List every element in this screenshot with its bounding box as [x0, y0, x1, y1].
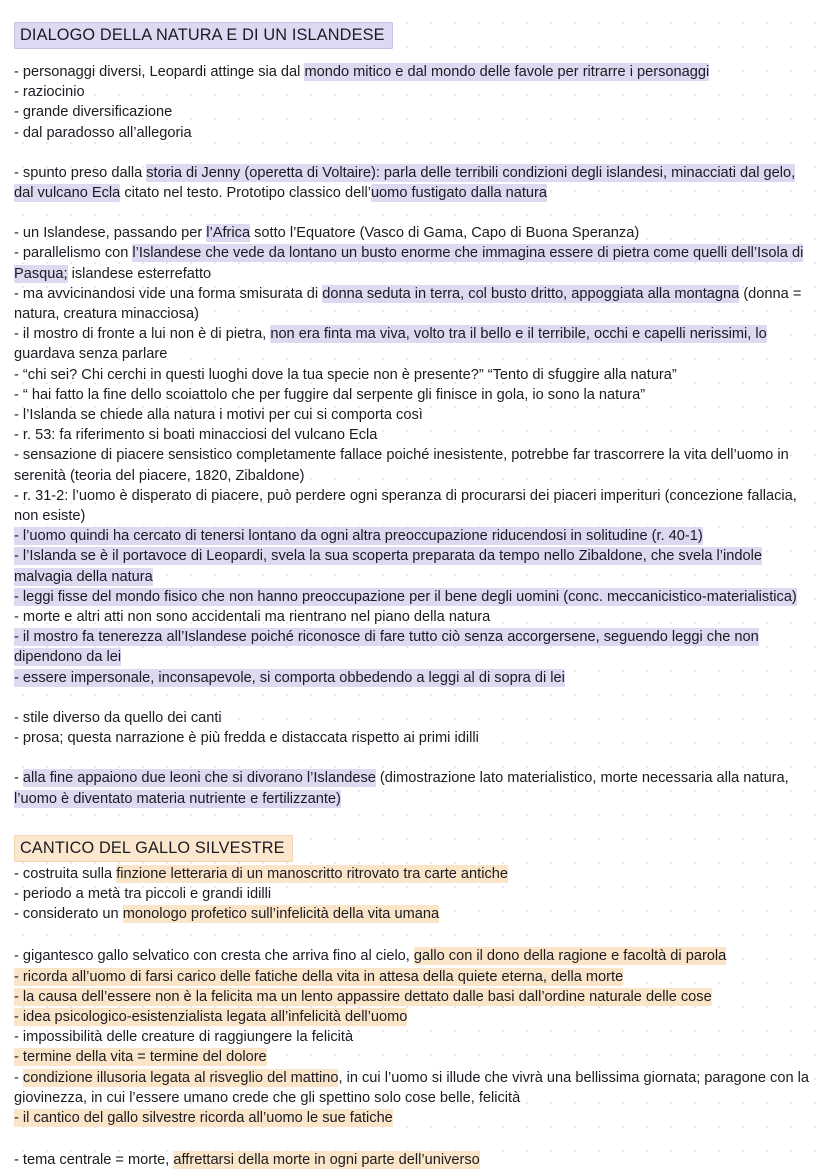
highlight-orange: finzione letteraria di un manoscritto ritrovato tra carte antiche: [116, 865, 508, 882]
highlight-orange: gallo con il dono della ragione e facoltà di parola: [413, 948, 727, 965]
bullet-line: [14, 1150, 814, 1170]
highlight-purple: mondo mitico e dal mondo delle favole per ritrarre i personaggi: [304, 64, 710, 80]
bullet-line: [14, 884, 814, 904]
text-run: - personaggi diversi, Leopardi attinge sia dal: [14, 64, 305, 80]
bullet-line: [14, 1027, 814, 1047]
highlight-orange: condizione illusoria legata al risveglio del mattino: [22, 1069, 339, 1086]
bullet-line: [14, 365, 814, 385]
highlight-purple: - essere impersonale, inconsapevole, si comporta obbedendo a leggi al di sopra di lei: [14, 669, 565, 686]
section-title-dialogo-della-natura-e-di-un-islandese: DIALOGO DELLA NATURA E DI UN ISLANDESE: [14, 22, 393, 49]
text-run: - un Islandese, passando per: [14, 225, 207, 242]
paragraph-block: [14, 708, 814, 748]
highlight-orange: affrettarsi della morte in ogni parte dell’universo: [173, 1152, 480, 1169]
highlight-purple: uomo fustigato dalla natura: [370, 185, 547, 202]
paragraph-block: [14, 864, 814, 925]
document-content: [14, 22, 814, 1170]
text-run: islandese esterrefatto: [67, 265, 212, 282]
bullet-line: [14, 1068, 814, 1108]
text-run: (dimostrazione lato materialistico, morte necessaria alla natura,: [375, 770, 789, 787]
bullet-line: [14, 486, 814, 526]
highlight-orange: - il cantico del gallo silvestre ricorda all’uomo le sue fatiche: [14, 1109, 393, 1126]
bullet-line: [14, 284, 814, 324]
paragraph-spacer: [14, 1128, 814, 1150]
bullet-line: [14, 768, 814, 808]
section-spacer: [14, 809, 814, 835]
bullet-line: [14, 904, 814, 924]
bullet-line: [14, 385, 814, 405]
bullet-line: [14, 324, 814, 364]
text-run: - spunto preso dalla: [14, 164, 147, 181]
bullet-line: [14, 728, 814, 748]
text-run: - impossibilità delle creature di raggiungere la felicità: [14, 1029, 354, 1046]
highlight-orange: monologo profetico sull’infelicità della vita umana: [122, 906, 440, 923]
bullet-line: [14, 445, 814, 485]
paragraph-block: [14, 768, 814, 808]
paragraph-block: [14, 223, 814, 688]
bullet-line: [14, 1108, 814, 1128]
bullet-line: [14, 62, 814, 82]
section-body-dialogo-della-natura-e-di-un-islandese: [14, 51, 814, 809]
text-run: - grande diversificazione: [14, 104, 173, 121]
text-run: - dal paradosso all’allegoria: [14, 124, 192, 141]
paragraph-block: [14, 163, 814, 203]
text-run: - morte e altri atti non sono accidentali ma rientrano nel piano della natura: [14, 609, 491, 626]
highlight-orange: - termine della vita = termine del dolore: [14, 1049, 267, 1066]
text-run: - stile diverso da quello dei canti: [14, 709, 222, 726]
bullet-line: [14, 102, 814, 122]
text-run: - prosa; questa narrazione è più fredda e distaccata rispetto ai primi idilli: [14, 730, 479, 747]
highlight-purple: l’Islandese che vede da lontano un busto enorme che immagina essere di pietra come quelli dell’Isola di Pasqua;: [14, 245, 804, 282]
text-run: - “ hai fatto la fine dello scoiattolo che per fuggire dal serpente gli finisce in gola, io sono la natura”: [14, 386, 646, 403]
text-run: -: [14, 770, 23, 787]
highlight-purple: l’uomo è diventato materia nutriente e fertilizzante): [14, 790, 341, 807]
paragraph-block: [14, 946, 814, 1128]
text-run: - r. 53: fa riferimento si boati minacciosi del vulcano Ecla: [14, 427, 378, 444]
paragraph-block: [14, 62, 814, 143]
bullet-line: [14, 526, 814, 546]
text-run: - l’Islanda se chiede alla natura i motivi per cui si comporta così: [14, 407, 423, 424]
text-run: - ma avvicinandosi vide una forma smisurata di: [14, 285, 323, 302]
bullet-line: [14, 864, 814, 884]
highlight-orange: - la causa dell’essere non è la felicita ma un lento appassire dettato dalle basi dall’ordine naturale delle cose: [14, 988, 712, 1005]
paragraph-spacer: [14, 924, 814, 946]
highlight-orange: - idea psicologico-esistenzialista legata all’infelicità dell’uomo: [14, 1008, 408, 1025]
bullet-line: [14, 82, 814, 102]
paragraph-spacer: [14, 203, 814, 223]
paragraph-spacer: [14, 748, 814, 768]
highlight-purple: - l’uomo quindi ha cercato di tenersi lontano da ogni altra preoccupazione riducendosi in solitudine (r. 40-1): [14, 528, 703, 545]
bullet-line: [14, 987, 814, 1007]
highlight-orange: - ricorda all’uomo di farsi carico delle fatiche della vita in attesa della quiete eterna, della morte: [14, 968, 624, 985]
text-run: sotto l’Equatore (Vasco di Gama, Capo di Buona Speranza): [250, 225, 640, 242]
section-title-cantico-del-gallo-silvestre: CANTICO DEL GALLO SILVESTRE: [14, 835, 293, 862]
bullet-line: [14, 163, 814, 203]
text-run: (donna = natura, creatura minacciosa): [14, 285, 802, 323]
text-run: - “chi sei? Chi cerchi in questi luoghi dove la tua specie non è presente?” “Tento di sfuggire alla natura”: [14, 366, 677, 383]
bullet-line: [14, 587, 814, 607]
bullet-line: [14, 967, 814, 987]
section-body-cantico-del-gallo-silvestre: [14, 864, 814, 1170]
text-run: - parallelismo con: [14, 245, 133, 262]
bullet-line: [14, 405, 814, 425]
highlight-purple: alla fine appaiono due leoni che si divorano l’Islandese: [22, 770, 376, 787]
highlight-purple: - leggi fisse del mondo fisico che non hanno preoccupazione per il bene degli uomini (conc. meccanicistico-materialistica): [14, 588, 797, 605]
bullet-line: [14, 668, 814, 688]
text-run: citato nel testo. Prototipo classico dell’: [120, 185, 371, 202]
text-run: - tema centrale = morte,: [14, 1152, 174, 1169]
bullet-line: [14, 243, 814, 283]
bullet-line: [14, 546, 814, 586]
highlight-purple: - l’Islanda se è il portavoce di Leopardi, svela la sua scoperta preparata da tempo nello Zibaldone, che svela l’indole malvagia della natura: [14, 548, 762, 585]
bullet-line: [14, 708, 814, 728]
text-run: - sensazione di piacere sensistico completamente fallace poiché inesistente, potrebbe far trascorrere la vita dell’uomo in serenità (teoria del piacere, 1820, Zibaldone): [14, 447, 789, 484]
highlight-purple: non era finta ma viva, volto tra il bello e il terribile, occhi e capelli nerissimi, lo: [270, 326, 767, 343]
paragraph-block: [14, 1150, 814, 1170]
text-run: , in cui l’uomo si illude che vivrà una bellissima giornata; paragone con la giovinezza, in cui l’essere umano crede che gli spettino solo cose belle, felicità: [14, 1069, 809, 1106]
paragraph-spacer: [14, 51, 814, 62]
text-run: - raziocinio: [14, 84, 85, 101]
highlight-purple: storia di Jenny (operetta di Voltaire): parla delle terribili condizioni degli islandesi, minacciati dal gelo, dal vulcano Ecla: [14, 164, 796, 202]
text-run: - periodo a metà tra piccoli e grandi idilli: [14, 885, 272, 902]
bullet-line: [14, 607, 814, 627]
highlight-purple: - il mostro fa tenerezza all’Islandese poiché riconosce di fare tutto ciò senza accorgersene, seguendo leggi che non dipendono da lei: [14, 629, 759, 666]
bullet-line: [14, 627, 814, 667]
paragraph-spacer: [14, 143, 814, 163]
text-run: - considerato un: [14, 906, 123, 923]
text-run: - il mostro di fronte a lui non è di pietra,: [14, 326, 271, 343]
bullet-line: [14, 123, 814, 143]
highlight-purple: l’Africa: [206, 225, 251, 242]
text-run: - costruita sulla: [14, 865, 117, 882]
text-run: -: [14, 1069, 23, 1086]
paragraph-spacer: [14, 688, 814, 708]
bullet-line: [14, 946, 814, 966]
bullet-line: [14, 1047, 814, 1067]
bullet-line: [14, 425, 814, 445]
highlight-purple: donna seduta in terra, col busto dritto, appoggiata alla montagna: [322, 285, 740, 302]
text-run: - gigantesco gallo selvatico con cresta che arriva fino al cielo,: [14, 948, 414, 965]
bullet-line: [14, 223, 814, 243]
text-run: - r. 31-2: l’uomo è disperato di piacere, può perdere ogni speranza di procurarsi dei piaceri imperituri (concezione fallacia, non esiste): [14, 487, 797, 525]
text-run: guardava senza parlare: [14, 346, 168, 363]
bullet-line: [14, 1007, 814, 1027]
